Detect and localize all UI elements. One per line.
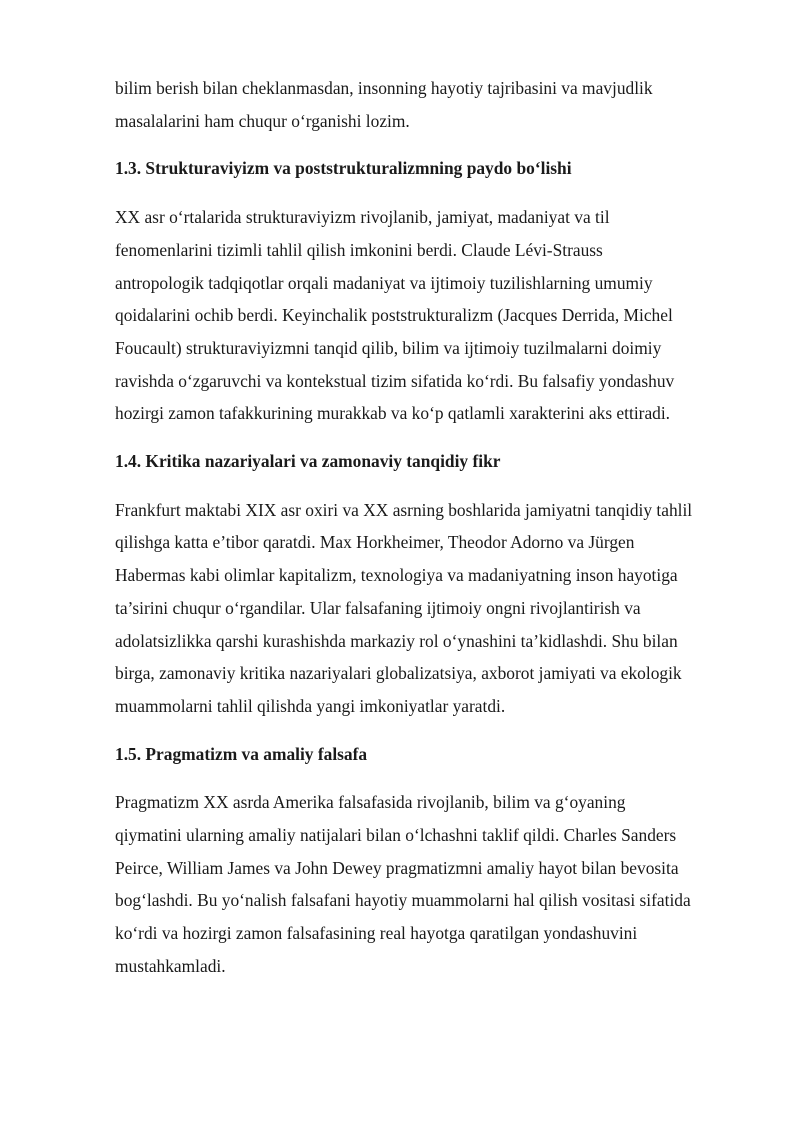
paragraph-line: ta’sirini chuqur o‘rgandilar. Ular falsafaning ijtimoiy ongni rivojlantirish va bbox=[115, 597, 641, 618]
section-heading-1-4: 1.4. Kritika nazariyalari va zamonaviy tanqidiy fikr bbox=[115, 451, 501, 472]
paragraph-line: masalalarini ham chuqur o‘rganishi lozim. bbox=[115, 110, 410, 131]
section-paragraph-1-3 bbox=[115, 201, 755, 430]
paragraph-line: adolatsizlikka qarshi kurashishda markaziy rol o‘ynashini ta’kidlashdi. Shu bilan bbox=[115, 630, 678, 651]
paragraph-line: mustahkamladi. bbox=[115, 955, 226, 976]
intro-paragraph bbox=[115, 72, 755, 137]
document-page bbox=[115, 72, 755, 983]
section-heading-1-5: 1.5. Pragmatizm va amaliy falsafa bbox=[115, 743, 368, 764]
paragraph-line: bog‘lashdi. Bu yo‘nalish falsafani hayotiy muammolarni hal qilish vositasi sifatida bbox=[115, 890, 691, 911]
paragraph-line: Habermas kabi olimlar kapitalizm, texnologiya va madaniyatning inson hayotiga bbox=[115, 565, 678, 586]
paragraph-line: qoidalarini ochib berdi. Keyinchalik poststrukturalizm (Jacques Derrida, Michel bbox=[115, 305, 673, 326]
paragraph-line: XX asr o‘rtalarida strukturaviyizm rivojlanib, jamiyat, madaniyat va til bbox=[115, 207, 610, 228]
paragraph-line: birga, zamonaviy kritika nazariyalari globalizatsiya, axborot jamiyati va ekologik bbox=[115, 663, 682, 684]
paragraph-line: antropologik tadqiqotlar orqali madaniyat va ijtimoiy tuzilishlarning umumiy bbox=[115, 272, 653, 293]
paragraph-line: muammolarni tahlil qilishda yangi imkoniyatlar yaratdi. bbox=[115, 695, 506, 716]
paragraph-line: hozirgi zamon tafakkurining murakkab va ko‘p qatlamli xarakterini aks ettiradi. bbox=[115, 403, 671, 424]
paragraph-line: fenomenlarini tizimli tahlil qilish imkonini berdi. Claude Lévi-Strauss bbox=[115, 239, 603, 260]
paragraph-line: bilim berish bilan cheklanmasdan, insonning hayotiy tajribasini va mavjudlik bbox=[115, 78, 653, 98]
paragraph-line: Pragmatizm XX asrda Amerika falsafasida rivojlanib, bilim va g‘oyaning bbox=[115, 792, 626, 813]
section-paragraph-1-4 bbox=[115, 494, 755, 723]
paragraph-line: ravishda o‘zgaruvchi va kontekstual tizim sifatida ko‘rdi. Bu falsafiy yondashuv bbox=[115, 370, 675, 391]
paragraph-line: ko‘rdi va hozirgi zamon falsafasining real hayotga qaratilgan yondashuvini bbox=[115, 923, 638, 944]
paragraph-line: Peirce, William James va John Dewey pragmatizmni amaliy hayot bilan bevosita bbox=[115, 857, 679, 878]
paragraph-line: Foucault) strukturaviyizmni tanqid qilib, bilim va ijtimoiy tuzilmalarni doimiy bbox=[115, 337, 662, 358]
section-heading-1-3: 1.3. Strukturaviyizm va poststrukturalizmning paydo bo‘lishi bbox=[115, 158, 572, 179]
section-paragraph-1-5 bbox=[115, 786, 755, 982]
paragraph-line: qilishga katta e’tibor qaratdi. Max Horkheimer, Theodor Adorno va Jürgen bbox=[115, 532, 635, 553]
paragraph-line: qiymatini ularning amaliy natijalari bilan o‘lchashni taklif qildi. Charles Sanders bbox=[115, 825, 677, 846]
paragraph-line: Frankfurt maktabi XIX asr oxiri va XX asrning boshlarida jamiyatni tanqidiy tahlil bbox=[115, 499, 693, 520]
